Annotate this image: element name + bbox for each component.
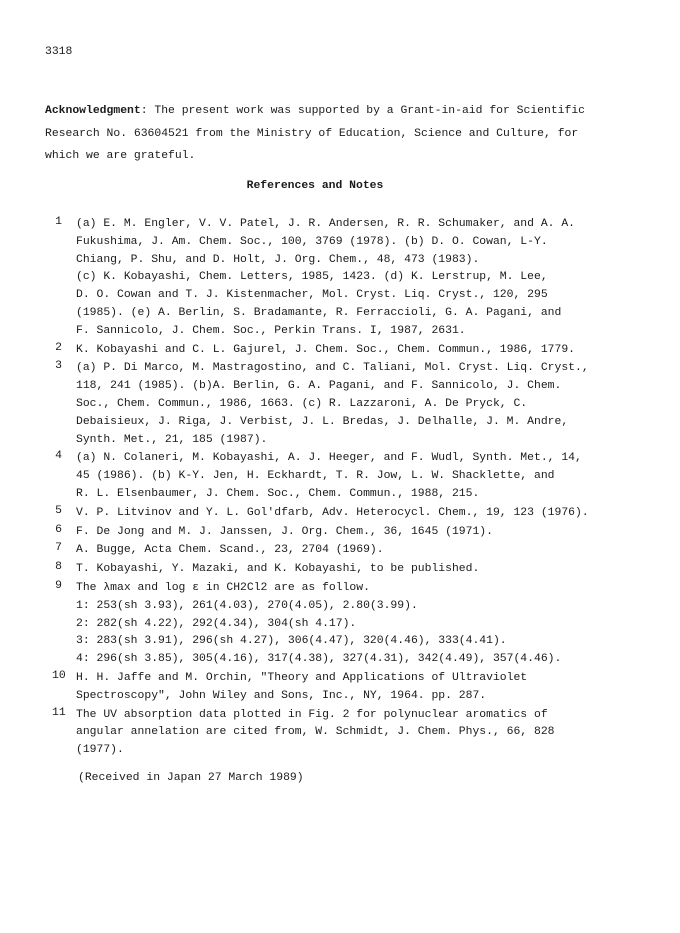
- reference-line: H. H. Jaffe and M. Orchin, "Theory and Applications of Ultraviolet: [76, 671, 528, 684]
- reference-line: (1985). (e) A. Berlin, S. Bradamante, R. Ferraccioli, G. A. Pagani, and: [76, 306, 562, 319]
- reference-number: 2: [55, 341, 62, 354]
- reference-number: 5: [55, 504, 62, 517]
- reference-item: [0, 542, 680, 560]
- reference-line: 1: 253(sh 3.93), 261(4.03), 270(4.05), 2.80(3.99).: [76, 599, 418, 612]
- reference-line: 2: 282(sh 4.22), 292(4.34), 304(sh 4.17).: [76, 617, 357, 630]
- reference-line: (1977).: [76, 744, 124, 757]
- reference-line: The UV absorption data plotted in Fig. 2 for polynuclear aromatics of: [76, 708, 548, 721]
- reference-text: [76, 670, 656, 706]
- reference-line: A. Bugge, Acta Chem. Scand., 23, 2704 (1969).: [76, 544, 384, 557]
- reference-line: 118, 241 (1985). (b)A. Berlin, G. A. Pagani, and F. Sannicolo, J. Chem.: [76, 380, 562, 393]
- reference-line: 4: 296(sh 3.85), 305(4.16), 317(4.38), 327(4.31), 342(4.49), 357(4.46).: [76, 653, 562, 666]
- reference-item: [0, 707, 680, 760]
- reference-item: [0, 505, 680, 523]
- reference-line: Soc., Chem. Commun., 1986, 1663. (c) R. Lazzaroni, A. De Pryck, C.: [76, 397, 528, 410]
- reference-text: [76, 542, 656, 560]
- reference-item: [0, 342, 680, 360]
- reference-line: D. O. Cowan and T. J. Kistenmacher, Mol. Cryst. Liq. Cryst., 120, 295: [76, 289, 548, 302]
- reference-number: 11: [52, 706, 66, 719]
- reference-text: [76, 707, 656, 760]
- reference-line: K. Kobayashi and C. L. Gajurel, J. Chem. Soc., Chem. Commun., 1986, 1779.: [76, 343, 575, 356]
- acknowledgment-line: which we are grateful.: [45, 150, 196, 162]
- reference-line: Spectroscopy", John Wiley and Sons, Inc., NY, 1964. pp. 287.: [76, 689, 487, 702]
- page-number: 3318: [45, 46, 73, 58]
- reference-line: T. Kobayashi, Y. Mazaki, and K. Kobayashi, to be published.: [76, 563, 480, 576]
- reference-line: angular annelation are cited from, W. Schmidt, J. Chem. Phys., 66, 828: [76, 726, 555, 739]
- reference-item: [0, 450, 680, 503]
- reference-text: [76, 580, 656, 669]
- reference-item: [0, 670, 680, 706]
- reference-line: 45 (1986). (b) K-Y. Jen, H. Eckhardt, T. R. Jow, L. W. Shacklette, and: [76, 470, 555, 483]
- reference-line: Fukushima, J. Am. Chem. Soc., 100, 3769 (1978). (b) D. O. Cowan, L-Y.: [76, 235, 548, 248]
- reference-line: Synth. Met., 21, 185 (1987).: [76, 433, 268, 446]
- reference-text: [76, 561, 656, 579]
- reference-line: F. De Jong and M. J. Janssen, J. Org. Chem., 36, 1645 (1971).: [76, 525, 493, 538]
- reference-number: 8: [55, 561, 62, 574]
- reference-text: [76, 524, 656, 542]
- reference-line: V. P. Litvinov and Y. L. Gol'dfarb, Adv. Heterocycl. Chem., 19, 123 (1976).: [76, 506, 589, 519]
- reference-line: Debaisieux, J. Riga, J. Verbist, J. L. Bredas, J. Delhalle, J. M. Andre,: [76, 415, 569, 428]
- reference-text: [76, 450, 656, 503]
- received-date: (Received in Japan 27 March 1989): [78, 772, 304, 784]
- references-list: [0, 216, 680, 761]
- reference-number: 6: [55, 523, 62, 536]
- acknowledgment-line: Research No. 63604521 from the Ministry of Education, Science and Culture, for: [45, 127, 579, 140]
- reference-item: [0, 580, 680, 669]
- reference-text: [76, 505, 656, 523]
- reference-number: 3: [55, 360, 62, 373]
- reference-text: [76, 216, 656, 341]
- reference-line: 3: 283(sh 3.91), 296(sh 4.27), 306(4.47), 320(4.46), 333(4.41).: [76, 635, 507, 648]
- reference-line: R. L. Elsenbaumer, J. Chem. Soc., Chem. Commun., 1988, 215.: [76, 487, 480, 500]
- reference-item: [0, 561, 680, 579]
- reference-item: [0, 524, 680, 542]
- reference-number: 9: [55, 579, 62, 592]
- acknowledgment-heading: Acknowledgment: [45, 105, 141, 117]
- reference-line: Chiang, P. Shu, and D. Holt, J. Org. Chem., 48, 473 (1983).: [76, 253, 480, 266]
- references-title: References and Notes: [246, 180, 384, 192]
- reference-number: 7: [55, 542, 62, 555]
- reference-line: (a) E. M. Engler, V. V. Patel, J. R. Andersen, R. R. Schumaker, and A. A.: [76, 218, 575, 230]
- reference-number: 10: [52, 669, 66, 682]
- reference-item: [0, 360, 680, 449]
- acknowledgment-section: [45, 100, 645, 168]
- acknowledgment-text: : The present work was supported by a Grant-in-aid for Scientific: [140, 105, 586, 117]
- reference-line: The λmax and log ε in CH2Cl2 are as follow.: [76, 581, 370, 594]
- reference-text: [76, 342, 656, 360]
- reference-line: (a) N. Colaneri, M. Kobayashi, A. J. Heeger, and F. Wudl, Synth. Met., 14,: [76, 452, 582, 465]
- reference-number: 4: [55, 450, 62, 463]
- reference-line: (a) P. Di Marco, M. Mastragostino, and C. Taliani, Mol. Cryst. Liq. Cryst.,: [76, 362, 589, 375]
- reference-number: 1: [55, 216, 62, 228]
- acknowledgment-line: [45, 100, 645, 123]
- reference-line: F. Sannicolo, J. Chem. Soc., Perkin Trans. I, 1987, 2631.: [76, 324, 466, 337]
- reference-text: [76, 360, 656, 449]
- reference-line: (c) K. Kobayashi, Chem. Letters, 1985, 1423. (d) K. Lerstrup, M. Lee,: [76, 271, 548, 284]
- reference-item: [0, 216, 680, 341]
